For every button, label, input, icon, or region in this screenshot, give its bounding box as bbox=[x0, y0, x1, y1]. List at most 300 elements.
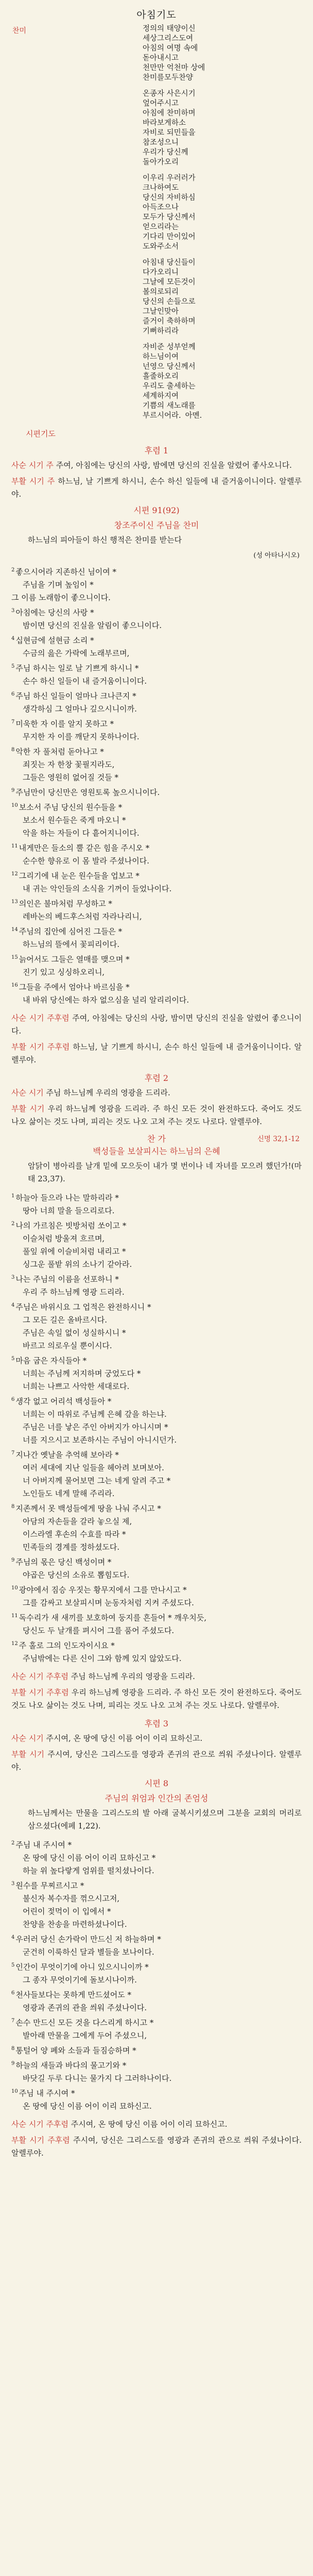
psalm-verse-line bbox=[11, 647, 302, 660]
antiphon-body: 하느님, 날 기쁘게 하시니, 손수 하신 일들에 내 즐거움이니이다. 알렐루야. bbox=[11, 477, 302, 499]
psalm-verse-line bbox=[11, 1393, 302, 1408]
antiphon-season: 사순 시기 bbox=[11, 1734, 44, 1743]
verse-text: 너를 지으시고 보존하시는 주님이 아니시던가. bbox=[23, 1435, 177, 1445]
antiphon-season: 사순 시기 bbox=[11, 1088, 44, 1097]
antiphon-body: 주여, 아침에는 당신의 사랑, 밤에면 당신의 진실을 알렸어 좋사오니다. bbox=[56, 461, 292, 470]
hymn-line: 부르시어라. 아멘. bbox=[143, 412, 202, 420]
psalm-verse-line bbox=[11, 1232, 302, 1245]
psalm-verse-line bbox=[11, 1327, 302, 1340]
hymn-label: 찬미 bbox=[12, 27, 27, 35]
verse-number: 2 bbox=[11, 1221, 15, 1227]
hymn-line: 아득조으나 bbox=[143, 204, 179, 212]
antiphon-text bbox=[11, 1087, 302, 1099]
verse-text: 이슬처럼 방울져 흐르며, bbox=[23, 1234, 105, 1243]
hymn-line: 도와주소서 bbox=[143, 243, 179, 251]
verse-text: 하늘아 들으라 나는 말하리라 * bbox=[15, 1193, 119, 1202]
hymn-line: 온종자 사은시기 bbox=[143, 90, 196, 98]
hymn-line: 돌아가오리 bbox=[143, 158, 179, 166]
psalm-verse-line bbox=[11, 1987, 302, 2002]
verse-number: 12 bbox=[11, 871, 18, 877]
hymn-verses bbox=[11, 24, 302, 421]
verse-text: 주님 내 주시여 * bbox=[19, 2089, 75, 2098]
verse-text: 하늘 위 높다랗게 엄위를 떨치셨나이다. bbox=[23, 1866, 154, 1875]
psalm-title: 창조주이신 주님을 찬미 bbox=[114, 520, 199, 530]
psalm-reference: 시편 91(92) bbox=[133, 505, 180, 515]
verse-text: 발아래 만물을 그에게 두어 주셨으니, bbox=[23, 2031, 147, 2040]
verse-text: 내게만은 들소의 뿔 같은 힘을 주시오 * bbox=[19, 843, 150, 853]
psalm-verse-line bbox=[11, 1314, 302, 1327]
canticle-subtitle: 백성들을 보살피시는 하느님의 은혜 bbox=[93, 1146, 220, 1156]
psalm-verse-line bbox=[11, 564, 302, 579]
psalm-verse-line bbox=[11, 1541, 302, 1554]
verse-text: 나는 주님의 이름을 선포하니 * bbox=[15, 1275, 119, 1284]
verse-number: 11 bbox=[11, 1613, 18, 1619]
hymn-line: 자비로 되민들을 bbox=[143, 129, 196, 137]
verse-text: 하느님의 뜰에서 꽃피리이다. bbox=[23, 940, 120, 949]
hymn-line: 그날인맞아 bbox=[143, 308, 179, 316]
psalm-verse-line bbox=[11, 1447, 302, 1462]
closing-body: 주시여, 당신은 그리스도를 영광과 존귀의 관으로 씌워 주셨나이다. 알렐루야. bbox=[11, 2136, 302, 2158]
hymn-line: 당신의 손들으로 bbox=[143, 298, 196, 306]
verse-number: 6 bbox=[11, 1397, 15, 1402]
verse-text: 레바논의 베드후스처럼 자라나리니, bbox=[23, 912, 142, 921]
verse-text: 주님을 기며 높임이 * bbox=[23, 580, 94, 589]
verse-text: 의인은 불마처럼 무성하고 * bbox=[19, 899, 112, 908]
psalm-verse-line bbox=[11, 855, 302, 868]
verse-text: 주 홀로 그의 인도자이시요 * bbox=[19, 1641, 115, 1650]
hymn-line: 넌영으 당신께서 bbox=[143, 363, 196, 371]
closing-season: 부활 시기 주후렴 bbox=[11, 1042, 70, 1052]
psalm-verse-line bbox=[11, 2002, 302, 2014]
verse-text: 생각 없고 어리석 백성들아 * bbox=[15, 1397, 112, 1406]
closing-body: 주님 하느님께 우리의 영광을 드리라. bbox=[71, 1672, 195, 1681]
verse-text: 내 귀는 악인들의 소식을 기꺼이 들었나이다. bbox=[23, 884, 172, 893]
psalm-verse-line bbox=[11, 1462, 302, 1475]
closing-antiphon bbox=[11, 2134, 302, 2160]
verse-number: 15 bbox=[11, 955, 18, 960]
verse-number: 9 bbox=[11, 788, 15, 793]
antiphon-body: 주님 하느님께 우리의 영광을 드리라. bbox=[46, 1088, 170, 1097]
verse-number: 12 bbox=[11, 1641, 18, 1647]
hymn-line: 아침에 찬미하며 bbox=[143, 109, 196, 117]
verse-text: 주님의 몫은 당신 백성이며 * bbox=[15, 1557, 112, 1567]
psalm-verse-line bbox=[11, 1609, 302, 1624]
closing-season: 부활 시기 주후렴 bbox=[11, 2136, 70, 2145]
hymn-line: 기뻐하리라 bbox=[143, 327, 179, 335]
hymn-verse bbox=[143, 89, 302, 167]
canticle-heading bbox=[11, 1132, 302, 1143]
psalm-verse-line bbox=[11, 1205, 302, 1217]
psalm-verse-line bbox=[11, 994, 302, 1007]
verse-text: 늙어서도 그들은 열매를 맺으며 * bbox=[19, 955, 130, 964]
canticle-reference: 신명 32,1-12 bbox=[257, 1135, 300, 1143]
verse-text: 온 땅에 당신 이름 어이 이리 묘하신고 * bbox=[23, 1853, 156, 1862]
psalm-verse-line bbox=[11, 731, 302, 743]
bottom-spacer bbox=[11, 2163, 302, 2183]
verse-number: 4 bbox=[11, 1302, 15, 1308]
closing-body: 주시여, 온 땅에 당신 이름 어이 이리 묘하신고. bbox=[71, 2120, 228, 2129]
psalm-verse-line bbox=[11, 660, 302, 675]
hymn-line: 모두가 당신께서 bbox=[143, 213, 196, 222]
verse-text: 손수 만드신 모든 것을 다스리게 하시고 * bbox=[15, 2018, 154, 2027]
psalm-verse-line bbox=[11, 619, 302, 632]
verse-text: 악을 하는 자들이 다 흩어지니이다. bbox=[23, 828, 140, 838]
psalm-verse-line bbox=[11, 1837, 302, 1852]
verse-text: 지나간 옛날을 추억해 보아라 * bbox=[15, 1450, 119, 1460]
hymn-line: 세계하지여 bbox=[143, 392, 179, 400]
opening-hymn bbox=[11, 24, 302, 421]
antiphon-season: 부활 시기 주 bbox=[11, 477, 55, 486]
psalm-verse-line bbox=[11, 1946, 302, 1959]
psalm-verse-line bbox=[11, 591, 302, 604]
psalm-verse-line bbox=[11, 1892, 302, 1905]
closing-season: 사순 시기 주후렴 bbox=[11, 1013, 69, 1023]
verse-number: 16 bbox=[11, 982, 18, 988]
psalm-reference: 시편 8 bbox=[144, 1778, 169, 1788]
verse-text: 노인들도 네게 말해 주리라. bbox=[23, 1489, 115, 1498]
hymn-line: 자비준 성부얻께 bbox=[143, 343, 196, 351]
hymn-line: 아침내 당신들이 bbox=[143, 259, 196, 267]
psalm-verse-line bbox=[11, 1487, 302, 1500]
verse-text: 주님밖에는 다른 신이 그와 함께 있지 않았도다. bbox=[23, 1654, 182, 1663]
verse-text: 싱그운 풀밭 위의 소나기 같아라. bbox=[23, 1260, 132, 1269]
verse-text: 땅아 너희 말을 들으리로다. bbox=[23, 1206, 115, 1215]
verse-text: 지존께서 못 백성들에게 땅을 나눠 주시고 * bbox=[15, 1504, 161, 1513]
closing-antiphon bbox=[11, 1012, 302, 1038]
verse-text: 이스라엘 후손의 수효를 따라 * bbox=[23, 1530, 126, 1539]
verse-text: 아담의 자손들을 갈라 놓으실 제, bbox=[23, 1517, 132, 1526]
psalm-verse-line bbox=[11, 2057, 302, 2072]
psalm-verse-line bbox=[11, 2014, 302, 2029]
hymn-line: 참조성으니 bbox=[143, 139, 179, 147]
verse-text: 우러러 당신 손가락이 만드신 저 하늘하며 * bbox=[15, 1935, 161, 1944]
psalm-verse-line bbox=[11, 868, 302, 883]
verse-text: 여러 세대에 지난 일들을 헤아려 보며보아. bbox=[23, 1463, 164, 1472]
psalm-verse-line bbox=[11, 604, 302, 619]
verse-number: 8 bbox=[11, 747, 15, 753]
hymn-amen: 아멘. bbox=[185, 412, 202, 420]
closing-antiphon bbox=[11, 1041, 302, 1066]
verse-number: 9 bbox=[11, 1557, 15, 1563]
psalm-section bbox=[11, 1072, 302, 1712]
verse-text: 어린이 젖먹이 이 입에서 * bbox=[23, 1907, 111, 1916]
psalm-verse-line bbox=[11, 2072, 302, 2085]
verse-text: 너희는 이 따위로 주님께 은혜 갚을 하는냐. bbox=[23, 1410, 167, 1419]
psalm-verse-line bbox=[11, 1299, 302, 1314]
page-title: 아침기도 bbox=[136, 9, 177, 21]
hymn-line: 당신의 자비하심 bbox=[143, 194, 196, 202]
verse-number: 10 bbox=[11, 2089, 18, 2094]
psalm-verse-line bbox=[11, 2085, 302, 2100]
psalm-verse-line bbox=[11, 1352, 302, 1367]
psalm-stanzas bbox=[11, 1837, 302, 2113]
verse-number: 6 bbox=[11, 1990, 15, 1996]
verse-text: 그 종자 무엇이기에 돌보시나이까. bbox=[23, 1975, 137, 1985]
verse-text: 주님 하신 일들이 얼마나 크나큰지 * bbox=[15, 691, 136, 701]
psalm-verse-line bbox=[11, 1918, 302, 1931]
verse-number: 11 bbox=[11, 843, 18, 849]
verse-text: 주님의 집안에 심어진 그들은 * bbox=[19, 927, 123, 936]
psalm-verse-line bbox=[11, 1528, 302, 1541]
verse-number: 4 bbox=[11, 1935, 15, 1940]
hymn-line: 그날에 모든것이 bbox=[143, 278, 196, 286]
psalm-intro: 하느님께서는 만물을 그리스도의 발 아래 굴복시키셨으며 그분을 교회의 머리로 삼으셨다(에페 1,22). bbox=[28, 1808, 302, 1831]
antiphon-heading: 후렴 3 bbox=[144, 1719, 169, 1728]
hymn-verse bbox=[143, 174, 302, 252]
hymn-line: 이우리 우러러가 bbox=[143, 174, 196, 182]
hymn-line: 세상그리스도여 bbox=[143, 35, 194, 43]
psalm-verse-line bbox=[11, 1959, 302, 1974]
hymn-line: 천만만 억천마 상에 bbox=[143, 64, 205, 72]
psalm-verse-line bbox=[11, 771, 302, 784]
antiphon-text bbox=[11, 459, 302, 472]
verse-text: 내 바위 당신에는 하자 없으심을 널리 알리리이다. bbox=[23, 995, 189, 1005]
antiphon-heading: 후렴 2 bbox=[144, 1073, 169, 1083]
verse-text: 주님 하시는 일로 날 기쁘게 하시니 * bbox=[15, 664, 139, 673]
closing-season: 부활 시기 주후렴 bbox=[11, 1688, 69, 1697]
verse-number: 7 bbox=[11, 1450, 15, 1456]
psalm-verse-line bbox=[11, 938, 302, 951]
psalm-verse-line bbox=[11, 1515, 302, 1528]
psalm-verse-line bbox=[11, 675, 302, 688]
verse-text: 죄짓는 자 한창 꽃필지라도, bbox=[23, 760, 115, 769]
antiphon-body: 우리 하느님께 영광을 드리라. 주 하신 모든 것이 완전하도다. 죽어도 것도 나오 삶이는 것도 나며, 피리는 것도 나오 고쳐 주는 것도 나로다. 알렐루야. bbox=[11, 1104, 302, 1126]
verse-number: 7 bbox=[11, 2018, 15, 2024]
verse-text: 주님은 속일 없이 성실하시니 * bbox=[23, 1328, 126, 1337]
psalm-verse-line bbox=[11, 1652, 302, 1665]
psalm-verse-line bbox=[11, 2029, 302, 2042]
psalm-verse-line bbox=[11, 1931, 302, 1946]
canticle-title: 찬 가 bbox=[147, 1134, 166, 1144]
psalm-verse-line bbox=[11, 1582, 302, 1597]
hymn-line: 하느님이여 bbox=[143, 353, 179, 361]
verse-text: 불신자 복수자를 꺾으시고저, bbox=[23, 1894, 120, 1903]
verse-text: 무지한 자 이를 깨닫지 못하나이다. bbox=[23, 732, 140, 741]
verse-number: 6 bbox=[11, 691, 15, 697]
verse-text: 우리 주 하느님께 영광 드리라. bbox=[23, 1287, 125, 1297]
psalm-verse-line bbox=[11, 2042, 302, 2057]
verse-text: 그리기에 내 눈은 원수들을 업보고 * bbox=[19, 871, 140, 880]
psalm-verse-line bbox=[11, 2100, 302, 2113]
verse-number: 7 bbox=[11, 719, 15, 725]
psalm-verse-line bbox=[11, 1905, 302, 1918]
hymn-line: 흘줄하오리 bbox=[143, 372, 179, 381]
psalm-verse-line bbox=[11, 1190, 302, 1205]
psalm-verse-line bbox=[11, 1245, 302, 1258]
psalm-verse-line bbox=[11, 579, 302, 591]
verse-text: 십현금에 설현금 소리 * bbox=[15, 636, 94, 645]
psalm-verse-line bbox=[11, 1380, 302, 1393]
verse-text: 너 아버지께 물어보면 그는 네게 알려 주고 * bbox=[23, 1476, 171, 1485]
verse-text: 주님만이 당신만은 영원토록 높으시니이다. bbox=[15, 788, 160, 797]
psalm-intro: 암닭이 병아리를 날개 밑에 모으듯이 내가 몇 번이나 네 자녀를 모으려 했던가!(마태 23,37). bbox=[28, 1161, 302, 1183]
closing-season: 사순 시기 주후렴 bbox=[11, 2120, 68, 2129]
verse-text: 나의 가르침은 빗방처럼 쏘이고 * bbox=[15, 1221, 127, 1230]
hymn-line: 찬미를모두찬양 bbox=[143, 74, 194, 82]
verse-text: 보소서 원수들은 죽게 마오니 * bbox=[23, 816, 126, 825]
antiphon-text bbox=[11, 1748, 302, 1774]
psalm-verse-line bbox=[11, 703, 302, 716]
verse-text: 순수한 향유로 이 몸 발라 주셨나이다. bbox=[23, 856, 149, 866]
verse-text: 야곱은 당신의 소유로 뽑힘도다. bbox=[23, 1570, 130, 1580]
verse-text: 진기 있고 싱싱하오리니, bbox=[23, 968, 105, 977]
verse-number: 3 bbox=[11, 1881, 15, 1887]
verse-text: 통털어 양 폐와 소들과 들짐승하며 * bbox=[15, 2046, 136, 2055]
hymn-line: 엎어주시고 bbox=[143, 99, 179, 108]
psalm-verse-line bbox=[11, 979, 302, 994]
psalm-verse-line bbox=[11, 1367, 302, 1380]
verse-text: 보소서 주님 당신의 원수들을 * bbox=[19, 803, 123, 812]
antiphon-heading: 후렴 1 bbox=[144, 446, 169, 455]
psalm-intro-source: (성 아타나시오) bbox=[253, 552, 300, 560]
verse-text: 미욱한 자 이를 알지 못하고 * bbox=[15, 719, 114, 728]
psalm-verse-line bbox=[11, 1877, 302, 1892]
verse-number: 9 bbox=[11, 2061, 15, 2066]
verse-text: 악한 자 풀처럼 돋아나고 * bbox=[15, 747, 104, 756]
hymn-line: 정의의 태양이신 bbox=[143, 25, 196, 33]
psalm-verse-line bbox=[11, 1865, 302, 1877]
psalm-verse-line bbox=[11, 688, 302, 703]
psalm-verse-line bbox=[11, 1974, 302, 1987]
psalm-verse-line bbox=[11, 923, 302, 938]
hymn-line: 우리가 당신께 bbox=[143, 148, 188, 157]
verse-text: 손수 하신 일들이 내 즐거움이니이다. bbox=[23, 676, 147, 686]
verse-text: 너희는 나쁘고 사악한 세대로다. bbox=[23, 1382, 130, 1391]
verse-text: 찬양을 찬송을 마련하셨나이다. bbox=[23, 1920, 127, 1929]
verse-number: 10 bbox=[11, 1585, 18, 1591]
psalm-stanzas bbox=[11, 564, 302, 1007]
verse-number: 5 bbox=[11, 664, 15, 669]
verse-text: 천사들보다는 못하게 만드셨어도 * bbox=[15, 1990, 132, 1999]
psalmody-sections bbox=[11, 444, 302, 2160]
psalm-verse-line bbox=[11, 716, 302, 731]
psalm-verse-line bbox=[11, 1624, 302, 1637]
verse-text: 풀잎 위에 이슬비처럼 내리고 * bbox=[23, 1247, 126, 1256]
verse-text: 광야에서 짐승 우짓는 황무지에서 그를 만나시고 * bbox=[19, 1585, 187, 1595]
verse-text: 굳건히 이룩하신 달과 별들을 보나이다. bbox=[23, 1947, 154, 1957]
verse-text: 너희는 주님께 저지하며 궁었도다 * bbox=[23, 1369, 141, 1378]
psalm-verse-line bbox=[11, 758, 302, 771]
verse-text: 그들은 영원히 없어질 것들 * bbox=[23, 773, 118, 782]
hymn-line: 돋아내시고 bbox=[143, 54, 179, 62]
psalm-verse-line bbox=[11, 883, 302, 895]
psalm-verse-line bbox=[11, 1475, 302, 1487]
psalm-verse-line bbox=[11, 910, 302, 923]
psalm-verse-line bbox=[11, 1217, 302, 1232]
verse-text: 좋으시어라 지존하신 님이여 * bbox=[15, 567, 117, 577]
antiphon-body: 주시여, 온 땅에 당신 이름 어이 이리 묘하신고. bbox=[46, 1734, 203, 1743]
psalm-verse-line bbox=[11, 966, 302, 979]
psalm-verse-line bbox=[11, 1434, 302, 1447]
hymn-line: 다가오리니 bbox=[143, 268, 179, 277]
verse-text: 원수를 무찌르시고 * bbox=[15, 1881, 84, 1890]
psalm-verse-line bbox=[11, 1258, 302, 1271]
verse-text: 영광과 존귀의 관을 씌워 주셨나이다. bbox=[23, 2003, 147, 2012]
antiphon-season: 부활 시기 bbox=[11, 1750, 45, 1759]
verse-text: 민족들의 경계를 정하셨도다. bbox=[23, 1543, 120, 1552]
psalm-verse-line bbox=[11, 632, 302, 647]
verse-text: 생각하심 그 얼마나 깊으시니이까. bbox=[23, 704, 137, 714]
hymn-verse bbox=[143, 343, 302, 421]
hymn-line: 우리도 출세하는 bbox=[143, 382, 196, 391]
verse-text: 마음 굽은 자식들아 * bbox=[15, 1356, 87, 1365]
closing-season: 사순 시기 주후렴 bbox=[11, 1672, 68, 1681]
verse-text: 밤이면 당신의 진실을 알림이 좋으니이다. bbox=[23, 621, 162, 630]
verse-text: 그를 감싸고 보살피시며 눈동자처럼 지켜 주셨도다. bbox=[23, 1598, 194, 1607]
hymn-line: 바라보게하소 bbox=[143, 119, 186, 127]
psalm-verse-line bbox=[11, 827, 302, 840]
hymn-line: 크나하여도 bbox=[143, 184, 179, 192]
verse-text: 바르고 의로우실 뿐이시다. bbox=[23, 1341, 112, 1350]
verse-text: 독수리가 새 새끼를 보호하여 둥지를 흔들어 * 깨우치듯, bbox=[19, 1613, 207, 1622]
verse-text: 하늘의 새들과 바다의 물고기와 * bbox=[15, 2061, 127, 2070]
verse-number: 1 bbox=[11, 1193, 15, 1199]
psalm-verse-line bbox=[11, 784, 302, 799]
psalm-section bbox=[11, 1717, 302, 2160]
psalm-stanzas bbox=[11, 1190, 302, 1665]
psalm-verse-line bbox=[11, 1408, 302, 1421]
verse-number: 5 bbox=[11, 1962, 15, 1968]
verse-number: 2 bbox=[11, 1840, 15, 1846]
psalm-verse-line bbox=[11, 1340, 302, 1352]
verse-number: 3 bbox=[11, 608, 15, 614]
closing-antiphon bbox=[11, 1686, 302, 1712]
verse-number: 4 bbox=[11, 636, 15, 641]
antiphon-body: 주시여, 당신은 그리스도를 영광과 존귀의 관으로 씌워 주셨나이다. 알렐루야. bbox=[11, 1750, 302, 1772]
psalm-verse-line bbox=[11, 951, 302, 966]
verse-text: 주님은 너를 낳은 주인 아버지가 아니시며 * bbox=[23, 1422, 168, 1432]
verse-text: 주님 내 주시여 * bbox=[15, 1840, 72, 1850]
closing-body: 우리 하느님께 영광을 드리라. 주 하신 모든 것이 완전하도다. 죽어도 것도 나오 삶이는 것도 나며, 피리는 것도 나오 고쳐 주는 것도 나로다. 알렐루야. bbox=[11, 1688, 302, 1710]
psalm-verse-line bbox=[11, 895, 302, 910]
psalm-verse-line bbox=[11, 814, 302, 827]
verse-text: 수금의 읊은 가락에 노래부르며, bbox=[23, 649, 130, 658]
verse-number: 2 bbox=[11, 567, 15, 573]
verse-text: 그 이름 노래함이 좋으니이다. bbox=[11, 593, 111, 602]
psalm-verse-line bbox=[11, 1597, 302, 1609]
antiphon-text bbox=[11, 1732, 302, 1745]
verse-text: 인간이 무엇이기에 아니 있으시니이까 * bbox=[15, 1962, 149, 1972]
antiphon-text bbox=[11, 1103, 302, 1128]
hymn-line: 아침의 여명 속에 bbox=[143, 44, 198, 53]
closing-antiphon bbox=[11, 1670, 302, 1683]
psalm-intro: 하느님의 피아들이 하신 행적은 찬미를 받는다 bbox=[28, 535, 182, 545]
verse-number: 10 bbox=[11, 803, 18, 808]
psalm-section bbox=[11, 444, 302, 1066]
psalm-verse-line bbox=[11, 1852, 302, 1865]
psalm-verse-line bbox=[11, 1637, 302, 1652]
verse-text: 주님은 바위시요 그 업적은 완전하시니 * bbox=[15, 1302, 151, 1312]
verse-number: 13 bbox=[11, 899, 18, 905]
hymn-line: 기다리 만이있어 bbox=[143, 233, 196, 241]
psalmody-label: 시편기도 bbox=[26, 429, 56, 438]
psalm-verse-line bbox=[11, 1286, 302, 1299]
hymn-verse bbox=[143, 258, 302, 336]
antiphon-season: 부활 시기 bbox=[11, 1104, 45, 1113]
verse-text: 바닷길 두루 다니는 물가지 다 그러하나이다. bbox=[23, 2074, 172, 2083]
hymn-line: 볼의로되리 bbox=[143, 288, 179, 296]
psalm-verse-line bbox=[11, 1421, 302, 1434]
psalm-verse-line bbox=[11, 743, 302, 758]
psalm-verse-line bbox=[11, 1569, 302, 1582]
verse-number: 14 bbox=[11, 927, 18, 933]
verse-number: 3 bbox=[11, 1275, 15, 1280]
verse-number: 5 bbox=[11, 1356, 15, 1362]
verse-text: 그 모든 길은 올바르시다. bbox=[23, 1315, 107, 1325]
antiphon-text bbox=[11, 475, 302, 501]
psalm-verse-line bbox=[11, 840, 302, 855]
hymn-verse bbox=[143, 24, 302, 83]
